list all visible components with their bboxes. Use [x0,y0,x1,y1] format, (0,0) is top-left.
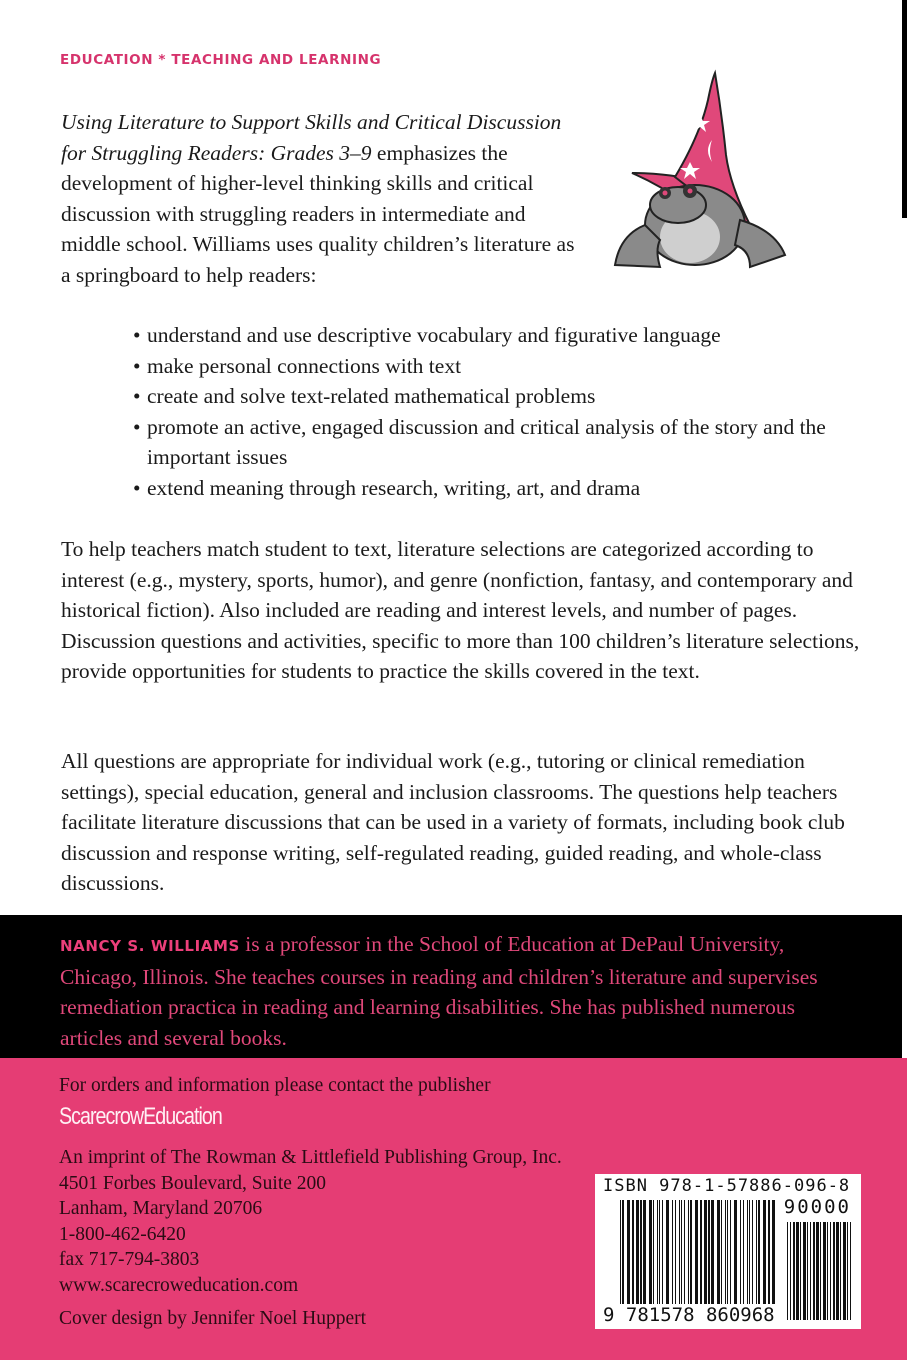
phone-line: 1-800-462-6420 [59,1223,186,1245]
barcode-stripe [688,1200,689,1320]
publisher-address [59,1145,562,1299]
intro-paragraph [61,107,586,290]
barcode-stripe [636,1200,639,1320]
barcode-stripe [813,1222,815,1320]
cover-credit: Cover design by Jennifer Noel Huppert [59,1308,367,1329]
barcode-stripe [690,1200,692,1320]
author-bio [60,929,850,1053]
barcode-stripe [823,1222,826,1320]
website-link[interactable]: www.scarecroweducation.com [59,1274,299,1296]
isbn-barcode [595,1174,861,1329]
barcode-stripe [734,1200,737,1320]
barcode-stripe [672,1200,673,1320]
barcode-stripe [816,1222,819,1320]
barcode-stripe [632,1200,634,1320]
barcode-stripe [796,1222,799,1320]
barcode-stripe [657,1200,658,1320]
barcode-stripe [620,1200,621,1320]
list-item: • understand and use descriptive vocabulary and figurative language [133,320,853,351]
barcode-stripe [772,1200,775,1320]
barcode-stripe [758,1200,760,1320]
bio-text: is a professor in the School of Education at DePaul University, Chicago, Illinois. She teaches courses in reading and children’s literature and supervises remediation practica in reading and learning disabilities. She has published numerous articles and several books. [60,932,818,1050]
barcode-stripe [756,1200,757,1320]
barcode-stripe [847,1222,848,1320]
barcode-stripe [730,1200,731,1320]
barcode-stripe [704,1200,707,1320]
barcode-stripe [807,1222,808,1320]
isbn-label: ISBN 978-1-57886-096-8 [603,1176,851,1196]
imprint-line: An imprint of The Rowman & Littlefield Publishing Group, Inc. [59,1147,562,1168]
barcode-stripe [820,1222,821,1320]
barcode-stripe [666,1200,669,1320]
barcode-stripe [711,1200,714,1320]
barcode-stripe [843,1222,846,1320]
barcode-stripe [659,1200,660,1320]
barcode-stripe [790,1222,791,1320]
questions-paragraph: All questions are appropriate for individual work (e.g., tutoring or clinical remediation settings), special education, general and inclusion classrooms. The questions help teachers facilitate literature discussions that can be used in a variety of formats, including book club discussion and response writing, self-regulated reading, guided reading, and whole-class discussions. [61,749,845,895]
barcode-stripe [850,1222,851,1320]
barcode-stripe [747,1200,748,1320]
barcode-stripe [717,1200,720,1320]
barcode-stripe [768,1200,770,1320]
fax-line: fax 717-794-3803 [59,1249,200,1271]
skills-list [133,320,853,503]
barcode-stripe [681,1200,682,1320]
barcode-stripe [749,1200,750,1320]
list-item: • make personal connections with text [133,351,853,382]
barcode-stripe [708,1200,710,1320]
orders-lead: For orders and information please contact the publisher [59,1075,491,1096]
barcode-stripe [800,1222,801,1320]
barcode-stripe [727,1200,728,1320]
barcode-stripe [752,1200,753,1320]
category-line: EDUCATION * TEACHING AND LEARNING [60,52,382,68]
author-name: NANCY S. WILLIAMS [60,937,240,955]
barcode-stripe [836,1222,839,1320]
barcode-stripe [830,1222,831,1320]
barcode-stripe [675,1200,676,1320]
list-item: • create and solve text-related mathematical problems [133,381,853,412]
barcode-stripe [833,1222,835,1320]
barcode-stripe [684,1200,685,1320]
barcode-stripe [627,1200,630,1320]
barcode-stripe [803,1222,806,1320]
barcode-digits: 9 781578 860968 [603,1304,775,1326]
barcode-stripe [763,1200,766,1320]
barcode-stripe [810,1222,811,1320]
barcode-stripe [827,1222,828,1320]
publisher-brand: ScarecrowEducation [59,1103,222,1130]
barcode-stripe [662,1200,663,1320]
barcode-stripe [743,1200,744,1320]
addon-code: 90000 [783,1196,851,1218]
intro-text: emphasizes the development of higher-level thinking skills and critical discussion with struggling readers in intermediate and middle school. Williams uses quality children’s literature as a springboard to help readers: [61,140,575,287]
barcode-stripe [640,1200,642,1320]
barcode-stripe [725,1200,726,1320]
wizard-frog-icon [600,55,830,275]
barcode-stripe [721,1200,722,1320]
barcode-stripe [700,1200,702,1320]
barcode-stripe [740,1200,741,1320]
book-title: Using Literature to Support Skills and Critical Discussion for Struggling Readers: Grades 3–9 [61,110,562,165]
barcode-stripe [840,1222,841,1320]
list-item: • promote an active, engaged discussion and critical analysis of the story and the important issues [133,412,853,473]
barcode-stripe [793,1222,795,1320]
barcode-stripe [643,1200,646,1320]
city-line: Lanham, Maryland 20706 [59,1198,263,1220]
barcode-stripe [649,1200,652,1320]
barcode-stripe [695,1200,698,1320]
barcode-stripe [787,1222,788,1320]
list-item: • extend meaning through research, writing, art, and drama [133,473,853,504]
barcode-stripe [679,1200,680,1320]
selection-paragraph: To help teachers match student to text, literature selections are categorized according to interest (e.g., mystery, sports, humor), and genre (nonfiction, fantasy, and contemporary and historical fiction). Also included are reading and interest levels, and number of pages. Discussion questions and activities, specific to more than 100 children’s literature selections, provide opportunities for students to practice the skills covered in the text. [61,537,860,683]
street-line: 4501 Forbes Boulevard, Suite 200 [59,1172,327,1194]
barcode-stripe [622,1200,624,1320]
barcode-stripe [653,1200,654,1320]
edge-bar [902,0,907,218]
